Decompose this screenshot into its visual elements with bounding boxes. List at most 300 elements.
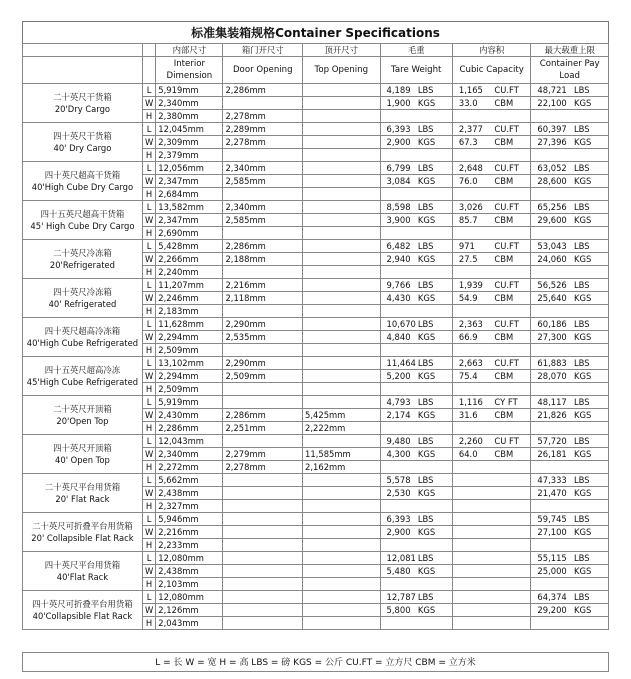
spec-table-body: [23, 84, 609, 630]
tare-weight-cell: [380, 539, 452, 552]
payload-cell: [531, 448, 609, 461]
tare-weight-pair: [383, 123, 450, 135]
container-name-cn: 二十英尺干货箱: [53, 92, 112, 102]
payload-unit: LBS: [574, 436, 590, 446]
header-row-en: [23, 57, 609, 84]
payload-unit: LBS: [574, 397, 590, 407]
payload-cell: [531, 253, 609, 266]
interior-dimension-cell: 2,272mm: [156, 461, 223, 474]
payload-cell: [531, 97, 609, 110]
tare-weight-unit: KGS: [417, 176, 436, 186]
cubic-capacity-cell: [452, 565, 531, 578]
dimension-label: W: [142, 565, 155, 578]
cubic-capacity-unit: CU.FT: [494, 280, 519, 290]
tare-weight-cell: [380, 344, 452, 357]
top-opening-cell: [303, 396, 381, 409]
cubic-capacity-value: 27.5: [458, 254, 478, 264]
payload-value: 26,181: [537, 449, 567, 459]
payload-value: 55,115: [537, 553, 567, 563]
header-en-door: Door Opening: [223, 57, 303, 84]
dimension-label: W: [142, 136, 155, 149]
interior-dimension-cell: 2,309mm: [156, 136, 223, 149]
cubic-capacity-pair: [455, 435, 529, 447]
tare-weight-unit: KGS: [417, 527, 436, 537]
payload-pair: [533, 162, 606, 174]
tare-weight-unit: LBS: [417, 163, 434, 173]
cubic-capacity-pair: [455, 240, 529, 252]
door-opening-cell: 2,289mm: [223, 123, 303, 136]
cubic-capacity-unit: CBM: [494, 293, 514, 303]
payload-unit: KGS: [574, 215, 592, 225]
interior-dimension-cell: 2,327mm: [156, 500, 223, 513]
dimension-label: L: [142, 279, 155, 292]
tare-weight-pair: [383, 487, 450, 499]
interior-dimension-cell: 2,294mm: [156, 331, 223, 344]
door-opening-cell: [223, 396, 303, 409]
header-en-tare: Tare Weight: [380, 57, 452, 84]
payload-unit: KGS: [574, 293, 592, 303]
payload-unit: LBS: [574, 163, 590, 173]
interior-dimension-cell: 5,919mm: [156, 84, 223, 97]
payload-cell: [531, 240, 609, 253]
payload-value: 63,052: [537, 163, 567, 173]
interior-dimension-cell: 11,628mm: [156, 318, 223, 331]
top-opening-cell: [303, 474, 381, 487]
tare-weight-cell: [380, 526, 452, 539]
payload-value: 29,600: [537, 215, 567, 225]
dimension-label: L: [142, 84, 155, 97]
payload-value: 22,100: [537, 98, 567, 108]
cubic-capacity-cell: [452, 422, 531, 435]
cubic-capacity-unit: CBM: [494, 215, 514, 225]
top-opening-cell: [303, 604, 381, 617]
cubic-capacity-value: 31.6: [458, 410, 478, 420]
tare-weight-pair: [383, 409, 450, 421]
tare-weight-cell: [380, 84, 452, 97]
cubic-capacity-cell: [452, 513, 531, 526]
container-name-cn: 四十英尺平台用货箱: [44, 560, 121, 570]
payload-value: 21,470: [537, 488, 567, 498]
tare-weight-cell: [380, 214, 452, 227]
dimension-label: W: [142, 448, 155, 461]
cubic-capacity-cell: [452, 331, 531, 344]
tare-weight-cell: [380, 448, 452, 461]
payload-cell: [531, 279, 609, 292]
payload-cell: [531, 461, 609, 474]
container-type-cell: [23, 396, 143, 435]
table-row: [23, 357, 609, 370]
payload-pair: [533, 84, 606, 96]
table-row: [23, 162, 609, 175]
payload-unit: KGS: [574, 176, 592, 186]
interior-dimension-cell: 2,246mm: [156, 292, 223, 305]
top-opening-cell: [303, 526, 381, 539]
dimension-label: W: [142, 370, 155, 383]
dimension-label: L: [142, 591, 155, 604]
interior-dimension-cell: 2,684mm: [156, 188, 223, 201]
cubic-capacity-value: 2,648: [458, 163, 483, 173]
tare-weight-cell: [380, 617, 452, 630]
payload-unit: LBS: [574, 592, 590, 602]
payload-cell: [531, 344, 609, 357]
tare-weight-pair: [383, 279, 450, 291]
dimension-label: L: [142, 435, 155, 448]
tare-weight-cell: [380, 383, 452, 396]
interior-dimension-cell: 5,662mm: [156, 474, 223, 487]
container-name-en: 20' Flat Rack: [55, 494, 110, 504]
tare-weight-unit: LBS: [417, 436, 434, 446]
tare-weight-cell: [380, 266, 452, 279]
door-opening-cell: [223, 513, 303, 526]
cubic-capacity-value: 971: [458, 241, 475, 251]
payload-value: 27,100: [537, 527, 567, 537]
tare-weight-unit: LBS: [417, 85, 434, 95]
tare-weight-pair: [383, 357, 450, 369]
tare-weight-unit: KGS: [417, 371, 436, 381]
interior-dimension-cell: 2,347mm: [156, 214, 223, 227]
dimension-label: W: [142, 487, 155, 500]
table-row: [23, 474, 609, 487]
cubic-capacity-cell: [452, 201, 531, 214]
tare-weight-cell: [380, 318, 452, 331]
payload-pair: [533, 526, 606, 538]
tare-weight-pair: [383, 513, 450, 525]
tare-weight-cell: [380, 162, 452, 175]
tare-weight-cell: [380, 422, 452, 435]
payload-pair: [533, 396, 606, 408]
cubic-capacity-unit: CU.FT: [494, 163, 519, 173]
cubic-capacity-pair: [455, 253, 529, 265]
tare-weight-value: 4,430: [386, 293, 411, 303]
payload-value: 47,333: [537, 475, 567, 485]
container-type-cell: [23, 474, 143, 513]
top-opening-cell: [303, 149, 381, 162]
top-opening-cell: [303, 201, 381, 214]
spec-sheet: [22, 21, 609, 630]
door-opening-cell: 2,278mm: [223, 110, 303, 123]
payload-pair: [533, 253, 606, 265]
payload-unit: LBS: [574, 358, 590, 368]
dimension-label: L: [142, 552, 155, 565]
door-opening-cell: [223, 149, 303, 162]
container-type-cell: [23, 84, 143, 123]
tare-weight-pair: [383, 331, 450, 343]
tare-weight-pair: [383, 526, 450, 538]
top-opening-cell: [303, 591, 381, 604]
tare-weight-pair: [383, 201, 450, 213]
tare-weight-value: 2,900: [386, 137, 411, 147]
tare-weight-unit: KGS: [417, 449, 436, 459]
door-opening-cell: [223, 474, 303, 487]
cubic-capacity-cell: [452, 305, 531, 318]
tare-weight-cell: [380, 305, 452, 318]
interior-dimension-cell: 2,438mm: [156, 565, 223, 578]
cubic-capacity-value: 2,663: [458, 358, 483, 368]
tare-weight-cell: [380, 175, 452, 188]
tare-weight-value: 12,787: [386, 592, 416, 602]
door-opening-cell: 2,585mm: [223, 214, 303, 227]
door-opening-cell: [223, 578, 303, 591]
tare-weight-cell: [380, 201, 452, 214]
payload-unit: LBS: [574, 319, 590, 329]
sheet-title: 标准集装箱规格Container Specifications: [22, 21, 609, 43]
container-name-en: 20'Open Top: [56, 416, 109, 426]
header-blank: [23, 57, 143, 84]
top-opening-cell: [303, 513, 381, 526]
top-opening-cell: [303, 617, 381, 630]
top-opening-cell: [303, 487, 381, 500]
cubic-capacity-value: 33.0: [458, 98, 478, 108]
dimension-label: H: [142, 539, 155, 552]
dimension-label: L: [142, 318, 155, 331]
table-row: [23, 123, 609, 136]
header-cn-interior: 内部尺寸: [156, 44, 223, 57]
tare-weight-value: 4,189: [386, 85, 411, 95]
cubic-capacity-unit: CU.FT: [494, 319, 519, 329]
interior-dimension-cell: 2,266mm: [156, 253, 223, 266]
dimension-label: H: [142, 110, 155, 123]
payload-cell: [531, 474, 609, 487]
tare-weight-value: 2,174: [386, 410, 411, 420]
payload-unit: LBS: [574, 553, 590, 563]
interior-dimension-cell: 2,340mm: [156, 97, 223, 110]
interior-dimension-cell: 2,340mm: [156, 448, 223, 461]
header-row-cn: [23, 44, 609, 57]
header-cn-payload: 最大载重上限: [531, 44, 609, 57]
cubic-capacity-unit: CBM: [494, 137, 514, 147]
header-en-capacity: Cubic Capacity: [452, 57, 531, 84]
payload-unit: KGS: [574, 371, 592, 381]
interior-dimension-cell: 2,103mm: [156, 578, 223, 591]
tare-weight-unit: LBS: [417, 241, 434, 251]
top-opening-cell: [303, 110, 381, 123]
table-row: [23, 279, 609, 292]
interior-dimension-cell: 2,380mm: [156, 110, 223, 123]
container-name-cn: 二十英尺可折叠平台用货箱: [32, 521, 133, 531]
tare-weight-value: 2,530: [386, 488, 411, 498]
cubic-capacity-cell: [452, 552, 531, 565]
interior-dimension-cell: 13,102mm: [156, 357, 223, 370]
table-row: [23, 435, 609, 448]
payload-cell: [531, 526, 609, 539]
cubic-capacity-value: 54.9: [458, 293, 478, 303]
tare-weight-cell: [380, 435, 452, 448]
payload-cell: [531, 214, 609, 227]
top-opening-cell: [303, 500, 381, 513]
table-row: [23, 84, 609, 97]
payload-cell: [531, 318, 609, 331]
cubic-capacity-cell: [452, 617, 531, 630]
payload-cell: [531, 227, 609, 240]
payload-value: 59,745: [537, 514, 567, 524]
door-opening-cell: [223, 552, 303, 565]
tare-weight-cell: [380, 474, 452, 487]
payload-cell: [531, 175, 609, 188]
tare-weight-pair: [383, 253, 450, 265]
header-cn-top: 顶开尺寸: [303, 44, 381, 57]
table-row: [23, 591, 609, 604]
door-opening-cell: 2,509mm: [223, 370, 303, 383]
door-opening-cell: 2,118mm: [223, 292, 303, 305]
payload-value: 48,117: [537, 397, 567, 407]
interior-dimension-cell: 2,043mm: [156, 617, 223, 630]
payload-unit: LBS: [574, 241, 590, 251]
dimension-label: L: [142, 162, 155, 175]
top-opening-cell: [303, 123, 381, 136]
payload-value: 28,600: [537, 176, 567, 186]
tare-weight-value: 5,578: [386, 475, 411, 485]
table-row: [23, 318, 609, 331]
cubic-capacity-cell: [452, 123, 531, 136]
payload-value: 25,640: [537, 293, 567, 303]
cubic-capacity-cell: [452, 578, 531, 591]
payload-cell: [531, 149, 609, 162]
cubic-capacity-cell: [452, 357, 531, 370]
payload-pair: [533, 318, 606, 330]
dimension-label: W: [142, 97, 155, 110]
table-row: [23, 201, 609, 214]
cubic-capacity-cell: [452, 188, 531, 201]
cubic-capacity-cell: [452, 84, 531, 97]
cubic-capacity-pair: [455, 175, 529, 187]
door-opening-cell: [223, 227, 303, 240]
cubic-capacity-unit: CBM: [494, 371, 514, 381]
cubic-capacity-pair: [455, 357, 529, 369]
payload-unit: KGS: [574, 137, 592, 147]
payload-cell: [531, 604, 609, 617]
header-cn-door: 箱门开尺寸: [223, 44, 303, 57]
cubic-capacity-pair: [455, 136, 529, 148]
cubic-capacity-unit: CU.FT: [494, 358, 519, 368]
interior-dimension-cell: 5,946mm: [156, 513, 223, 526]
tare-weight-cell: [380, 370, 452, 383]
top-opening-cell: [303, 539, 381, 552]
payload-cell: [531, 409, 609, 422]
door-opening-cell: 2,286mm: [223, 240, 303, 253]
payload-unit: LBS: [574, 85, 590, 95]
cubic-capacity-pair: [455, 84, 529, 96]
payload-cell: [531, 84, 609, 97]
container-name-en: 20'Refrigerated: [49, 260, 115, 270]
payload-unit: KGS: [574, 332, 592, 342]
payload-pair: [533, 604, 606, 616]
interior-dimension-cell: 2,509mm: [156, 344, 223, 357]
cubic-capacity-unit: CBM: [494, 176, 514, 186]
door-opening-cell: 2,278mm: [223, 136, 303, 149]
top-opening-cell: [303, 266, 381, 279]
tare-weight-cell: [380, 552, 452, 565]
payload-cell: [531, 565, 609, 578]
interior-dimension-cell: 2,240mm: [156, 266, 223, 279]
dimension-label: H: [142, 422, 155, 435]
cubic-capacity-cell: [452, 604, 531, 617]
dimension-label: W: [142, 292, 155, 305]
tare-weight-cell: [380, 500, 452, 513]
payload-cell: [531, 383, 609, 396]
dimension-label: L: [142, 357, 155, 370]
payload-pair: [533, 370, 606, 382]
interior-dimension-cell: 12,080mm: [156, 591, 223, 604]
dimension-label: L: [142, 123, 155, 136]
tare-weight-pair: [383, 240, 450, 252]
tare-weight-cell: [380, 409, 452, 422]
cubic-capacity-cell: [452, 162, 531, 175]
cubic-capacity-unit: CY FT: [494, 397, 518, 407]
cubic-capacity-cell: [452, 110, 531, 123]
container-name-en: 45' High Cube Dry Cargo: [30, 221, 135, 231]
door-opening-cell: [223, 487, 303, 500]
payload-value: 27,300: [537, 332, 567, 342]
dimension-label: H: [142, 578, 155, 591]
door-opening-cell: [223, 617, 303, 630]
cubic-capacity-cell: [452, 253, 531, 266]
payload-unit: KGS: [574, 488, 592, 498]
cubic-capacity-cell: [452, 292, 531, 305]
payload-cell: [531, 266, 609, 279]
tare-weight-pair: [383, 448, 450, 460]
payload-value: 64,374: [537, 592, 567, 602]
table-row: [23, 552, 609, 565]
cubic-capacity-cell: [452, 318, 531, 331]
container-name-en: 40'Collapsible Flat Rack: [32, 611, 133, 621]
container-name-cn: 四十五英尺超高冷冻: [44, 365, 121, 375]
cubic-capacity-value: 2,260: [458, 436, 483, 446]
tare-weight-pair: [383, 604, 450, 616]
cubic-capacity-cell: [452, 474, 531, 487]
tare-weight-unit: LBS: [417, 397, 434, 407]
top-opening-cell: [303, 136, 381, 149]
payload-pair: [533, 123, 606, 135]
payload-unit: KGS: [574, 566, 592, 576]
dimension-label: W: [142, 175, 155, 188]
cubic-capacity-value: 66.9: [458, 332, 478, 342]
tare-weight-pair: [383, 175, 450, 187]
container-name-en: 45'High Cube Refrigerated: [26, 377, 139, 387]
door-opening-cell: 2,286mm: [223, 409, 303, 422]
container-type-cell: [23, 201, 143, 240]
top-opening-cell: [303, 188, 381, 201]
top-opening-cell: [303, 84, 381, 97]
cubic-capacity-cell: [452, 344, 531, 357]
tare-weight-pair: [383, 136, 450, 148]
dimension-label: H: [142, 149, 155, 162]
door-opening-cell: 2,251mm: [223, 422, 303, 435]
tare-weight-cell: [380, 292, 452, 305]
container-name-cn: 四十五英尺超高干货箱: [40, 209, 125, 219]
door-opening-cell: 2,290mm: [223, 318, 303, 331]
door-opening-cell: [223, 591, 303, 604]
top-opening-cell: [303, 253, 381, 266]
interior-dimension-cell: 2,690mm: [156, 227, 223, 240]
payload-cell: [531, 292, 609, 305]
door-opening-cell: [223, 539, 303, 552]
tare-weight-cell: [380, 578, 452, 591]
tare-weight-pair: [383, 591, 450, 603]
cubic-capacity-unit: CBM: [494, 254, 514, 264]
top-opening-cell: [303, 175, 381, 188]
payload-value: 27,396: [537, 137, 567, 147]
payload-value: 61,883: [537, 358, 567, 368]
tare-weight-cell: [380, 227, 452, 240]
tare-weight-cell: [380, 331, 452, 344]
cubic-capacity-pair: [455, 396, 529, 408]
cubic-capacity-cell: [452, 448, 531, 461]
container-name-en: 40' Refrigerated: [48, 299, 117, 309]
door-opening-cell: 2,216mm: [223, 279, 303, 292]
cubic-capacity-value: 67.3: [458, 137, 478, 147]
cubic-capacity-pair: [455, 448, 529, 460]
door-opening-cell: 2,290mm: [223, 357, 303, 370]
